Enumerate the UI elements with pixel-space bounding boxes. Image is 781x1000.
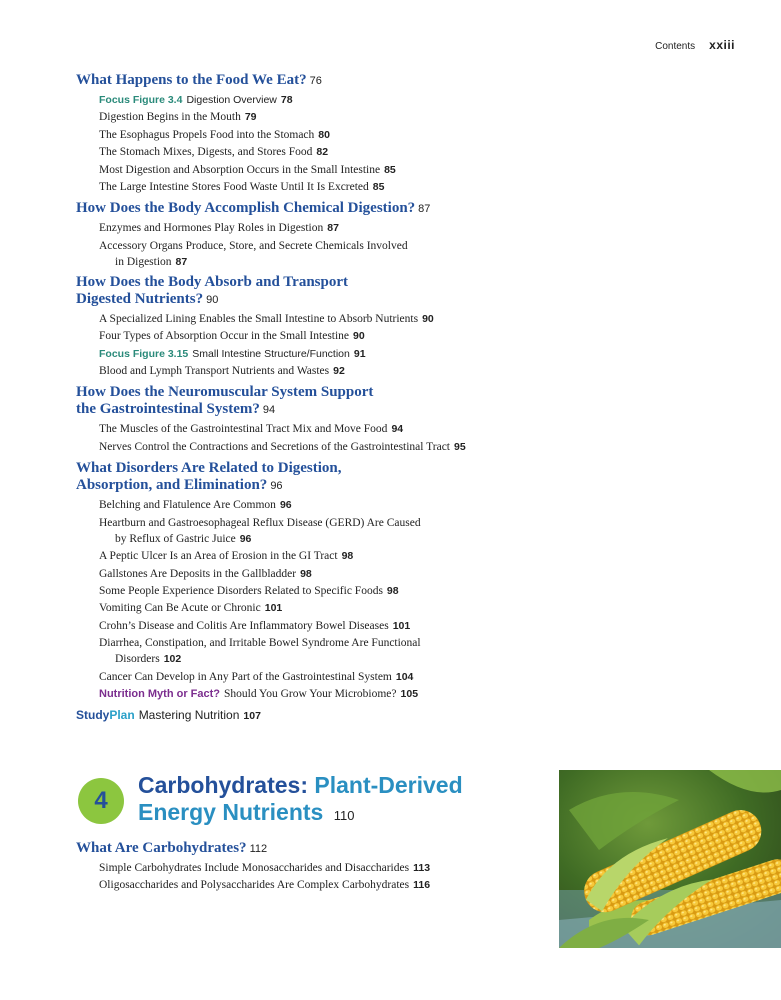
section-heading[interactable]	[76, 200, 536, 218]
toc-entry[interactable]	[99, 635, 536, 667]
entry-title-cont: in Digestion	[115, 255, 172, 268]
section-page: 112	[249, 843, 268, 855]
section-page: 90	[206, 293, 219, 306]
entry-title: Gallstones Are Deposits in the Gallbladder	[99, 567, 297, 580]
entry-title-cont: Disorders	[115, 653, 160, 666]
entry-title: Vomiting Can Be Acute or Chronic	[99, 602, 261, 615]
toc-section	[76, 274, 536, 381]
entry-page: 116	[413, 879, 431, 892]
toc-entry[interactable]	[99, 497, 536, 514]
section-heading[interactable]	[76, 840, 536, 858]
entry-title: Digestion Overview	[186, 94, 277, 106]
entry-page: 90	[422, 312, 434, 325]
toc-entry[interactable]	[99, 686, 536, 703]
chapter-page: 110	[333, 808, 355, 823]
entry-page: 94	[391, 423, 404, 436]
chapter-title-sub2: Energy Nutrients	[138, 799, 324, 825]
entry-title: The Muscles of the Gastrointestinal Tract Mix and Move Food	[99, 423, 388, 436]
section-heading[interactable]	[76, 274, 536, 309]
section-entries	[76, 421, 536, 456]
toc-entry[interactable]	[99, 600, 536, 617]
entry-page: 104	[395, 670, 414, 683]
entry-title: The Large Intestine Stores Food Waste Until It Is Excreted	[99, 181, 369, 194]
toc-entry[interactable]	[99, 439, 536, 456]
chapter-number-badge	[78, 778, 124, 824]
studyplan-page: 107	[243, 709, 261, 722]
entry-title: Nerves Control the Contractions and Secretions of the Gastrointestinal Tract	[99, 440, 451, 453]
entry-page: 96	[279, 499, 292, 512]
entry-page: 79	[244, 111, 257, 124]
studyplan-study: Study	[76, 707, 110, 722]
toc-entry[interactable]	[99, 566, 536, 583]
entry-title: Digestion Begins in the Mouth	[99, 111, 241, 124]
toc-entry[interactable]	[99, 877, 536, 894]
entry-page: 102	[163, 653, 182, 666]
section-title: What Disorders Are Related to Digestion,	[76, 460, 342, 477]
entry-title: The Stomach Mixes, Digests, and Stores Food	[99, 146, 313, 159]
toc-entry[interactable]	[99, 346, 536, 363]
corn-image	[559, 770, 781, 948]
section-heading[interactable]	[76, 384, 536, 419]
entry-title: Small Intestine Structure/Function	[192, 347, 350, 360]
chapter-number: 4	[94, 787, 108, 814]
toc-entry[interactable]	[99, 127, 536, 144]
entry-title: Most Digestion and Absorption Occurs in the Small Intestine	[99, 163, 381, 176]
studyplan-text: Mastering Nutrition	[138, 707, 240, 722]
entry-page: 78	[280, 94, 293, 106]
toc-entry[interactable]	[99, 220, 536, 237]
entry-page: 91	[353, 347, 366, 360]
entry-title: Blood and Lymph Transport Nutrients and Wastes	[99, 365, 330, 378]
entry-title: A Specialized Lining Enables the Small Intestine to Absorb Nutrients	[99, 312, 419, 325]
toc-section	[76, 72, 536, 196]
entry-title: Belching and Flatulence Are Common	[99, 499, 276, 512]
chapter-contents	[76, 840, 536, 899]
chapter-title-sub1: Plant-Derived	[314, 772, 463, 798]
section-page: 76	[309, 75, 322, 87]
toc-entry[interactable]	[99, 238, 536, 270]
toc-entry[interactable]	[99, 311, 536, 328]
section-title: How Does the Body Accomplish Chemical Digestion?	[76, 200, 416, 217]
section-entries	[76, 220, 536, 269]
section-entries	[76, 92, 536, 196]
table-of-contents	[76, 72, 536, 722]
entry-page: 92	[333, 365, 345, 378]
entry-page: 98	[341, 550, 354, 563]
section-title: How Does the Neuromuscular System Support	[76, 384, 374, 401]
toc-entry[interactable]	[99, 583, 536, 600]
toc-entry[interactable]	[99, 92, 536, 109]
toc-entry[interactable]	[99, 515, 536, 547]
toc-section	[76, 200, 536, 269]
entry-title-cont: by Reflux of Gastric Juice	[115, 532, 236, 545]
entry-title: Diarrhea, Constipation, and Irritable Bowel Syndrome Are Functional	[99, 637, 421, 650]
entry-title: Accessory Organs Produce, Store, and Secrete Chemicals Involved	[99, 239, 408, 252]
running-head-label: Contents	[655, 41, 696, 52]
entry-page: 90	[353, 330, 365, 343]
entry-page: 87	[175, 255, 188, 268]
nutrition-myth-label: Nutrition Myth or Fact?	[99, 688, 220, 701]
section-entries	[76, 497, 536, 703]
entry-title: The Esophagus Propels Food into the Stomach	[99, 128, 315, 141]
section-page: 94	[262, 404, 276, 417]
section-page: 87	[418, 203, 431, 216]
entry-title: Four Types of Absorption Occur in the Small Intestine	[99, 330, 350, 343]
chapter-title[interactable]	[138, 772, 538, 829]
focus-figure-label: Focus Figure 3.15	[99, 347, 189, 360]
entry-title: A Peptic Ulcer Is an Area of Erosion in the GI Tract	[99, 550, 338, 563]
toc-entry[interactable]	[99, 421, 536, 438]
toc-entry[interactable]	[99, 618, 536, 635]
entry-title: Cancer Can Develop in Any Part of the Gastrointestinal System	[99, 670, 392, 683]
entry-page: 105	[400, 688, 419, 701]
toc-entry[interactable]	[99, 860, 536, 877]
corn-photo	[559, 770, 781, 948]
section-entries	[76, 311, 536, 381]
toc-entry[interactable]	[99, 363, 536, 380]
section-title-line2: the Gastrointestinal System?	[76, 401, 260, 418]
entry-title: Some People Experience Disorders Related to Specific Foods	[99, 585, 383, 597]
entry-page: 85	[372, 181, 385, 194]
entry-page: 87	[327, 222, 339, 235]
toc-section	[76, 460, 536, 703]
entry-page: 82	[316, 146, 329, 159]
entry-page: 95	[454, 440, 466, 453]
entry-title: Oligosaccharides and Polysaccharides Are Complex Carbohydrates	[99, 879, 410, 892]
entry-page: 98	[300, 567, 312, 580]
section-page: 96	[270, 480, 283, 493]
studyplan-plan: Plan	[109, 707, 135, 722]
toc-entry[interactable]	[99, 328, 536, 345]
toc-entry[interactable]	[99, 144, 536, 161]
toc-entry[interactable]	[99, 109, 536, 126]
running-head	[655, 38, 735, 52]
section-title-line2: Absorption, and Elimination?	[76, 477, 268, 494]
entry-title: Crohn’s Disease and Colitis Are Inflammatory Bowel Diseases	[99, 619, 389, 632]
toc-section	[76, 384, 536, 456]
section-title: What Happens to the Food We Eat?	[76, 72, 307, 88]
entry-page: 101	[264, 602, 283, 615]
toc-section	[76, 840, 536, 895]
section-title: What Are Carbohydrates?	[76, 840, 247, 856]
entry-page: 85	[384, 163, 396, 176]
entry-page: 80	[318, 128, 330, 141]
section-entries	[76, 860, 536, 895]
page-number: xxiii	[709, 38, 735, 52]
entry-title: Heartburn and Gastroesophageal Reflux Disease (GERD) Are Caused	[99, 516, 421, 529]
entry-title: Should You Grow Your Microbiome?	[224, 688, 397, 701]
entry-page: 101	[392, 619, 411, 632]
toc-entry[interactable]	[99, 548, 536, 565]
chapter-title-main: Carbohydrates:	[138, 772, 308, 798]
toc-entry[interactable]	[99, 162, 536, 179]
entry-page: 113	[413, 862, 431, 874]
section-title: How Does the Body Absorb and Transport	[76, 273, 348, 290]
entry-page: 96	[239, 532, 252, 545]
entry-title: Enzymes and Hormones Play Roles in Digestion	[99, 222, 324, 235]
toc-entry[interactable]	[99, 179, 536, 196]
entry-page: 98	[386, 585, 399, 597]
section-title-line2: Digested Nutrients?	[76, 290, 204, 307]
studyplan-entry[interactable]	[76, 708, 536, 722]
focus-figure-label: Focus Figure 3.4	[99, 94, 183, 106]
entry-title: Simple Carbohydrates Include Monosaccharides and Disaccharides	[99, 862, 410, 874]
section-heading[interactable]	[76, 72, 536, 90]
toc-entry[interactable]	[99, 669, 536, 686]
section-heading[interactable]	[76, 460, 536, 495]
